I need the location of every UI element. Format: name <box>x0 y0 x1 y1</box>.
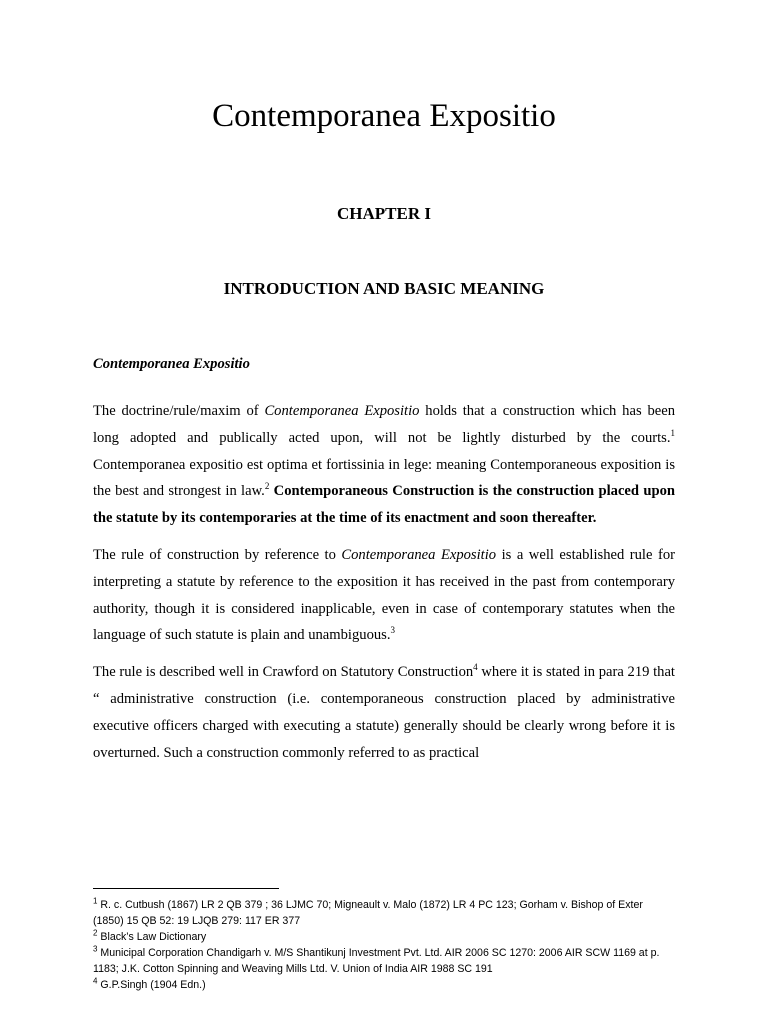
chapter-heading: CHAPTER I <box>337 204 431 223</box>
paragraph-2-italic: Contemporanea Expositio <box>341 546 497 563</box>
footnote-text: G.P.Singh (1904 Edn.) <box>97 979 206 991</box>
paragraph-3-text-rest: where it is stated in para 219 that “ administrative construction (i.e. contemporaneous construction placed by administrative executive officers charged with executing a statute) generally should be clearly wrong before it is overturned. Such a construction commonly referred to as practical <box>93 664 675 761</box>
footnote-3 <box>93 945 675 977</box>
paragraph-3 <box>93 659 675 766</box>
footnote-1 <box>93 897 675 929</box>
footnote-ref-2[interactable]: 2 <box>264 481 270 492</box>
paragraph-3-text: The rule is described well in Crawford on Statutory Construction <box>93 664 474 681</box>
footnote-number: 1 <box>93 896 98 906</box>
paragraph-2-text-rest: is a well established rule for interpreting a statute by reference to the exposition it has received in the past from contemporary authority, though it is considered inapplicable, even in case of contemporary statutes when the language of such statute is plain and unambiguous. <box>93 546 675 644</box>
footnote-separator <box>93 888 279 889</box>
chapter-subtitle: INTRODUCTION AND BASIC MEANING <box>223 279 545 298</box>
footnote-ref-3[interactable]: 3 <box>390 625 395 636</box>
paragraph-1-text: The doctrine/rule/maxim of <box>93 403 265 419</box>
paragraph-1-text-rest: holds that a construction which has been long adopted and publically acted upon, will not be lightly disturbed by the courts. <box>93 403 675 446</box>
footnote-4 <box>93 977 675 993</box>
paragraph-1-italic: Contemporanea Expositio <box>264 403 420 419</box>
footnote-number: 2 <box>93 928 98 938</box>
footnote-text: Municipal Corporation Chandigarh v. M/S Shantikunj Investment Pvt. Ltd. AIR 2006 SC 1270: 2006 AIR SCW 1169 at p. 1183; J.K. Cotton Spinning and Weaving Mills Ltd. V. Union of India AIR 1988 SC 191 <box>93 947 660 975</box>
footnote-2 <box>93 929 675 945</box>
footnote-text: Black’s Law Dictionary <box>97 931 207 943</box>
footnote-ref-1[interactable]: 1 <box>670 427 675 438</box>
paragraph-1-bold: Contemporaneous Construction is the construction placed upon the statute by its contemporaries at the time of its enactment and soon thereafter. <box>93 483 675 527</box>
paragraph-2 <box>93 542 675 649</box>
body-text <box>93 353 675 766</box>
paragraph-1 <box>93 398 675 532</box>
paragraph-1-text-2: Contemporanea expositio est optima et fortissinia in lege: meaning Contemporaneous exposition is the best and strongest in law. <box>93 456 675 500</box>
footnote-number: 4 <box>93 976 98 986</box>
footnote-text: R. c. Cutbush (1867) LR 2 QB 379 ; 36 LJMC 70; Migneault v. Malo (1872) LR 4 PC 123; Gorham v. Bishop of Exter (1850) 15 QB 52: 19 LJQB 279: 117 ER 377 <box>93 899 643 927</box>
footnote-number: 3 <box>93 944 98 954</box>
paragraph-2-text: The rule of construction by reference to <box>93 546 342 563</box>
footnote-ref-4[interactable]: 4 <box>473 662 478 673</box>
footnotes <box>93 897 675 993</box>
document-title: Contemporanea Expositio <box>212 98 556 134</box>
section-heading: Contemporanea Expositio <box>93 356 250 372</box>
